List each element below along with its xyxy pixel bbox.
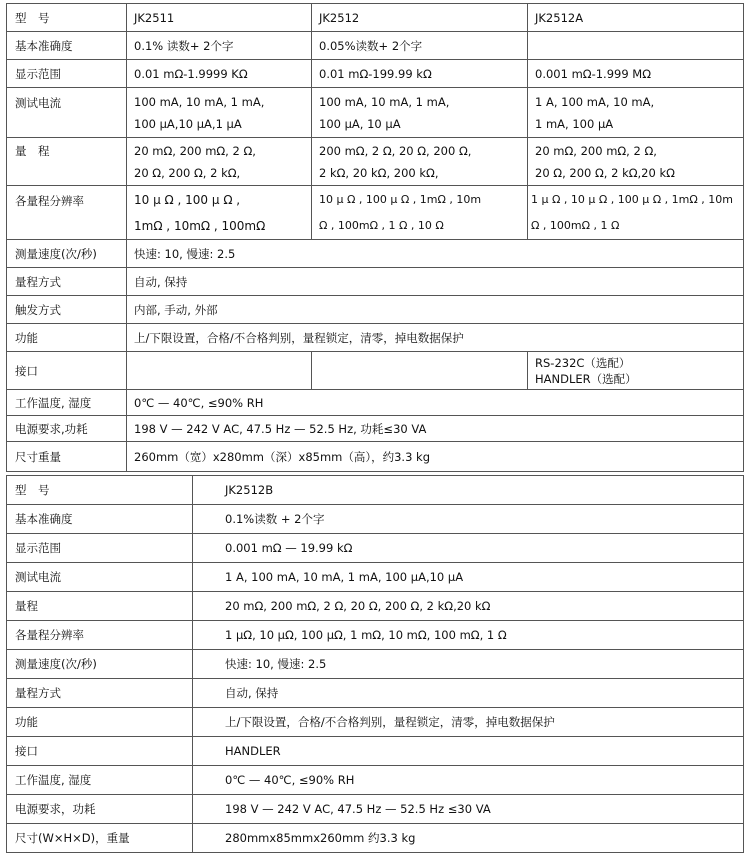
cell-line: HANDLER（选配） bbox=[535, 371, 637, 386]
cell-value: 260mm（宽）x280mm（深）x85mm（高），约3.3 kg bbox=[127, 442, 744, 472]
row-label: 显示范围 bbox=[7, 60, 127, 88]
cell-value: 198 V — 242 V AC, 47.5 Hz — 52.5 Hz, 功耗≤30 VA bbox=[127, 416, 744, 442]
table-row bbox=[7, 737, 744, 766]
row-label: 量 程 bbox=[7, 138, 127, 186]
cell-value bbox=[528, 186, 744, 240]
row-label: 接口 bbox=[7, 737, 193, 766]
cell-value bbox=[312, 352, 528, 390]
table-row bbox=[7, 186, 744, 240]
row-label: 功能 bbox=[7, 324, 127, 352]
row-label: 触发方式 bbox=[7, 296, 127, 324]
cell-line: RS-232C（选配） bbox=[535, 355, 631, 370]
cell-value: 0.01 mΩ-199.99 kΩ bbox=[312, 60, 528, 88]
cell-value: 20 mΩ, 200 mΩ, 2 Ω, 20 Ω, 200 Ω, 2 kΩ,20 kΩ bbox=[193, 592, 744, 621]
cell-value bbox=[312, 88, 528, 138]
cell-line: 1mΩ , 10mΩ , 100mΩ bbox=[134, 218, 266, 233]
cell-value: 内部, 手动, 外部 bbox=[127, 296, 744, 324]
cell-line: 20 Ω, 200 Ω, 2 kΩ, bbox=[134, 165, 241, 180]
cell-line: 20 mΩ, 200 mΩ, 2 Ω, bbox=[134, 143, 256, 158]
cell-value: 198 V — 242 V AC, 47.5 Hz — 52.5 Hz ≤30 VA bbox=[193, 795, 744, 824]
cell-line: 200 mΩ, 2 Ω, 20 Ω, 200 Ω, bbox=[319, 143, 472, 158]
spec-table-jk2512b bbox=[6, 475, 744, 853]
cell-value: 上/下限设置，合格/不合格判别，量程锁定，清零，掉电数据保护 bbox=[127, 324, 744, 352]
cell-line: Ω , 100mΩ , 1 Ω bbox=[531, 218, 620, 232]
table-row bbox=[7, 138, 744, 186]
cell-line: 2 kΩ, 20 kΩ, 200 kΩ, bbox=[319, 165, 439, 180]
cell-line: 100 mA, 10 mA, 1 mA, bbox=[319, 94, 450, 109]
row-label: 工作温度, 湿度 bbox=[7, 390, 127, 416]
cell-line: 20 mΩ, 200 mΩ, 2 Ω, bbox=[535, 143, 657, 158]
table-row bbox=[7, 621, 744, 650]
cell-value bbox=[127, 88, 312, 138]
cell-line: 100 mA, 10 mA, 1 mA, bbox=[134, 94, 265, 109]
header-label: 型 号 bbox=[7, 476, 193, 505]
row-label: 测量速度(次/秒) bbox=[7, 240, 127, 268]
cell-value bbox=[127, 186, 312, 240]
row-label: 各量程分辨率 bbox=[7, 186, 127, 240]
row-label: 量程方式 bbox=[7, 268, 127, 296]
header-model-jk2511: JK2511 bbox=[127, 4, 312, 32]
table-row bbox=[7, 32, 744, 60]
cell-value: 0.1% 读数+ 2个字 bbox=[127, 32, 312, 60]
table-row bbox=[7, 795, 744, 824]
cell-value bbox=[127, 352, 312, 390]
cell-value: 0.001 mΩ-1.999 MΩ bbox=[528, 60, 744, 88]
table-row bbox=[7, 708, 744, 737]
row-label: 基本准确度 bbox=[7, 505, 193, 534]
row-label: 测试电流 bbox=[7, 88, 127, 138]
cell-value bbox=[312, 186, 528, 240]
cell-line: 10 μ Ω , 100 μ Ω , bbox=[134, 192, 241, 207]
table-row bbox=[7, 505, 744, 534]
table-row bbox=[7, 268, 744, 296]
row-label: 尺寸(W×H×D)，重量 bbox=[7, 824, 193, 853]
cell-value: 自动, 保持 bbox=[193, 679, 744, 708]
table-row bbox=[7, 88, 744, 138]
row-label: 量程 bbox=[7, 592, 193, 621]
table-row bbox=[7, 650, 744, 679]
cell-value: 1 μΩ, 10 μΩ, 100 μΩ, 1 mΩ, 10 mΩ, 100 mΩ, 1 Ω bbox=[193, 621, 744, 650]
cell-line: 100 μA,10 μA,1 μA bbox=[134, 116, 242, 131]
cell-value: HANDLER bbox=[193, 737, 744, 766]
row-label: 基本准确度 bbox=[7, 32, 127, 60]
table-row bbox=[7, 766, 744, 795]
cell-line: 20 Ω, 200 Ω, 2 kΩ,20 kΩ bbox=[535, 165, 675, 180]
table-row bbox=[7, 592, 744, 621]
cell-value: 上/下限设置，合格/不合格判别，量程锁定，清零，掉电数据保护 bbox=[193, 708, 744, 737]
cell-value bbox=[528, 88, 744, 138]
header-model-jk2512b: JK2512B bbox=[193, 476, 744, 505]
cell-value: 1 A, 100 mA, 10 mA, 1 mA, 100 μA,10 μA bbox=[193, 563, 744, 592]
cell-line: 1 A, 100 mA, 10 mA, bbox=[535, 94, 655, 109]
table-row bbox=[7, 563, 744, 592]
cell-value: 0.05%读数+ 2个字 bbox=[312, 32, 528, 60]
row-label: 显示范围 bbox=[7, 534, 193, 563]
row-label: 测试电流 bbox=[7, 563, 193, 592]
table-header-row bbox=[7, 4, 744, 32]
cell-value bbox=[127, 138, 312, 186]
table-row bbox=[7, 416, 744, 442]
header-label: 型 号 bbox=[7, 4, 127, 32]
cell-value: 0℃ — 40℃, ≤90% RH bbox=[127, 390, 744, 416]
cell-value: 自动, 保持 bbox=[127, 268, 744, 296]
table-header-row bbox=[7, 476, 744, 505]
cell-line: 100 μA, 10 μA bbox=[319, 116, 401, 131]
table-row bbox=[7, 240, 744, 268]
table-row bbox=[7, 60, 744, 88]
cell-value: 280mmx85mmx260mm 约3.3 kg bbox=[193, 824, 744, 853]
table-row bbox=[7, 390, 744, 416]
cell-value bbox=[528, 352, 744, 390]
table-row bbox=[7, 352, 744, 390]
row-label: 量程方式 bbox=[7, 679, 193, 708]
cell-value: 快速: 10, 慢速: 2.5 bbox=[127, 240, 744, 268]
row-label: 尺寸重量 bbox=[7, 442, 127, 472]
row-label: 电源要求,功耗 bbox=[7, 416, 127, 442]
cell-value: 0℃ — 40℃, ≤90% RH bbox=[193, 766, 744, 795]
row-label: 测量速度(次/秒) bbox=[7, 650, 193, 679]
cell-value: 0.001 mΩ — 19.99 kΩ bbox=[193, 534, 744, 563]
header-model-jk2512: JK2512 bbox=[312, 4, 528, 32]
cell-value: 0.1%读数 + 2个字 bbox=[193, 505, 744, 534]
spec-table-jk2511-jk2512a bbox=[6, 3, 744, 472]
row-label: 接口 bbox=[7, 352, 127, 390]
table-row bbox=[7, 824, 744, 853]
table-row bbox=[7, 442, 744, 472]
row-label: 工作温度, 湿度 bbox=[7, 766, 193, 795]
row-label: 电源要求，功耗 bbox=[7, 795, 193, 824]
table-row bbox=[7, 296, 744, 324]
cell-value bbox=[528, 32, 744, 60]
cell-value: 快速: 10, 慢速: 2.5 bbox=[193, 650, 744, 679]
cell-line: Ω , 100mΩ , 1 Ω , 10 Ω bbox=[319, 218, 444, 232]
header-model-jk2512a: JK2512A bbox=[528, 4, 744, 32]
cell-value bbox=[528, 138, 744, 186]
cell-value: 0.01 mΩ-1.9999 KΩ bbox=[127, 60, 312, 88]
table-row bbox=[7, 324, 744, 352]
cell-line: 1 mA, 100 μA bbox=[535, 116, 614, 131]
row-label: 功能 bbox=[7, 708, 193, 737]
row-label: 各量程分辨率 bbox=[7, 621, 193, 650]
table-row bbox=[7, 534, 744, 563]
cell-line: 10 μ Ω , 100 μ Ω , 1mΩ , 10m bbox=[319, 192, 482, 206]
cell-value bbox=[312, 138, 528, 186]
table-row bbox=[7, 679, 744, 708]
cell-line: 1 μ Ω , 10 μ Ω , 100 μ Ω , 1mΩ , 10m bbox=[531, 192, 733, 206]
